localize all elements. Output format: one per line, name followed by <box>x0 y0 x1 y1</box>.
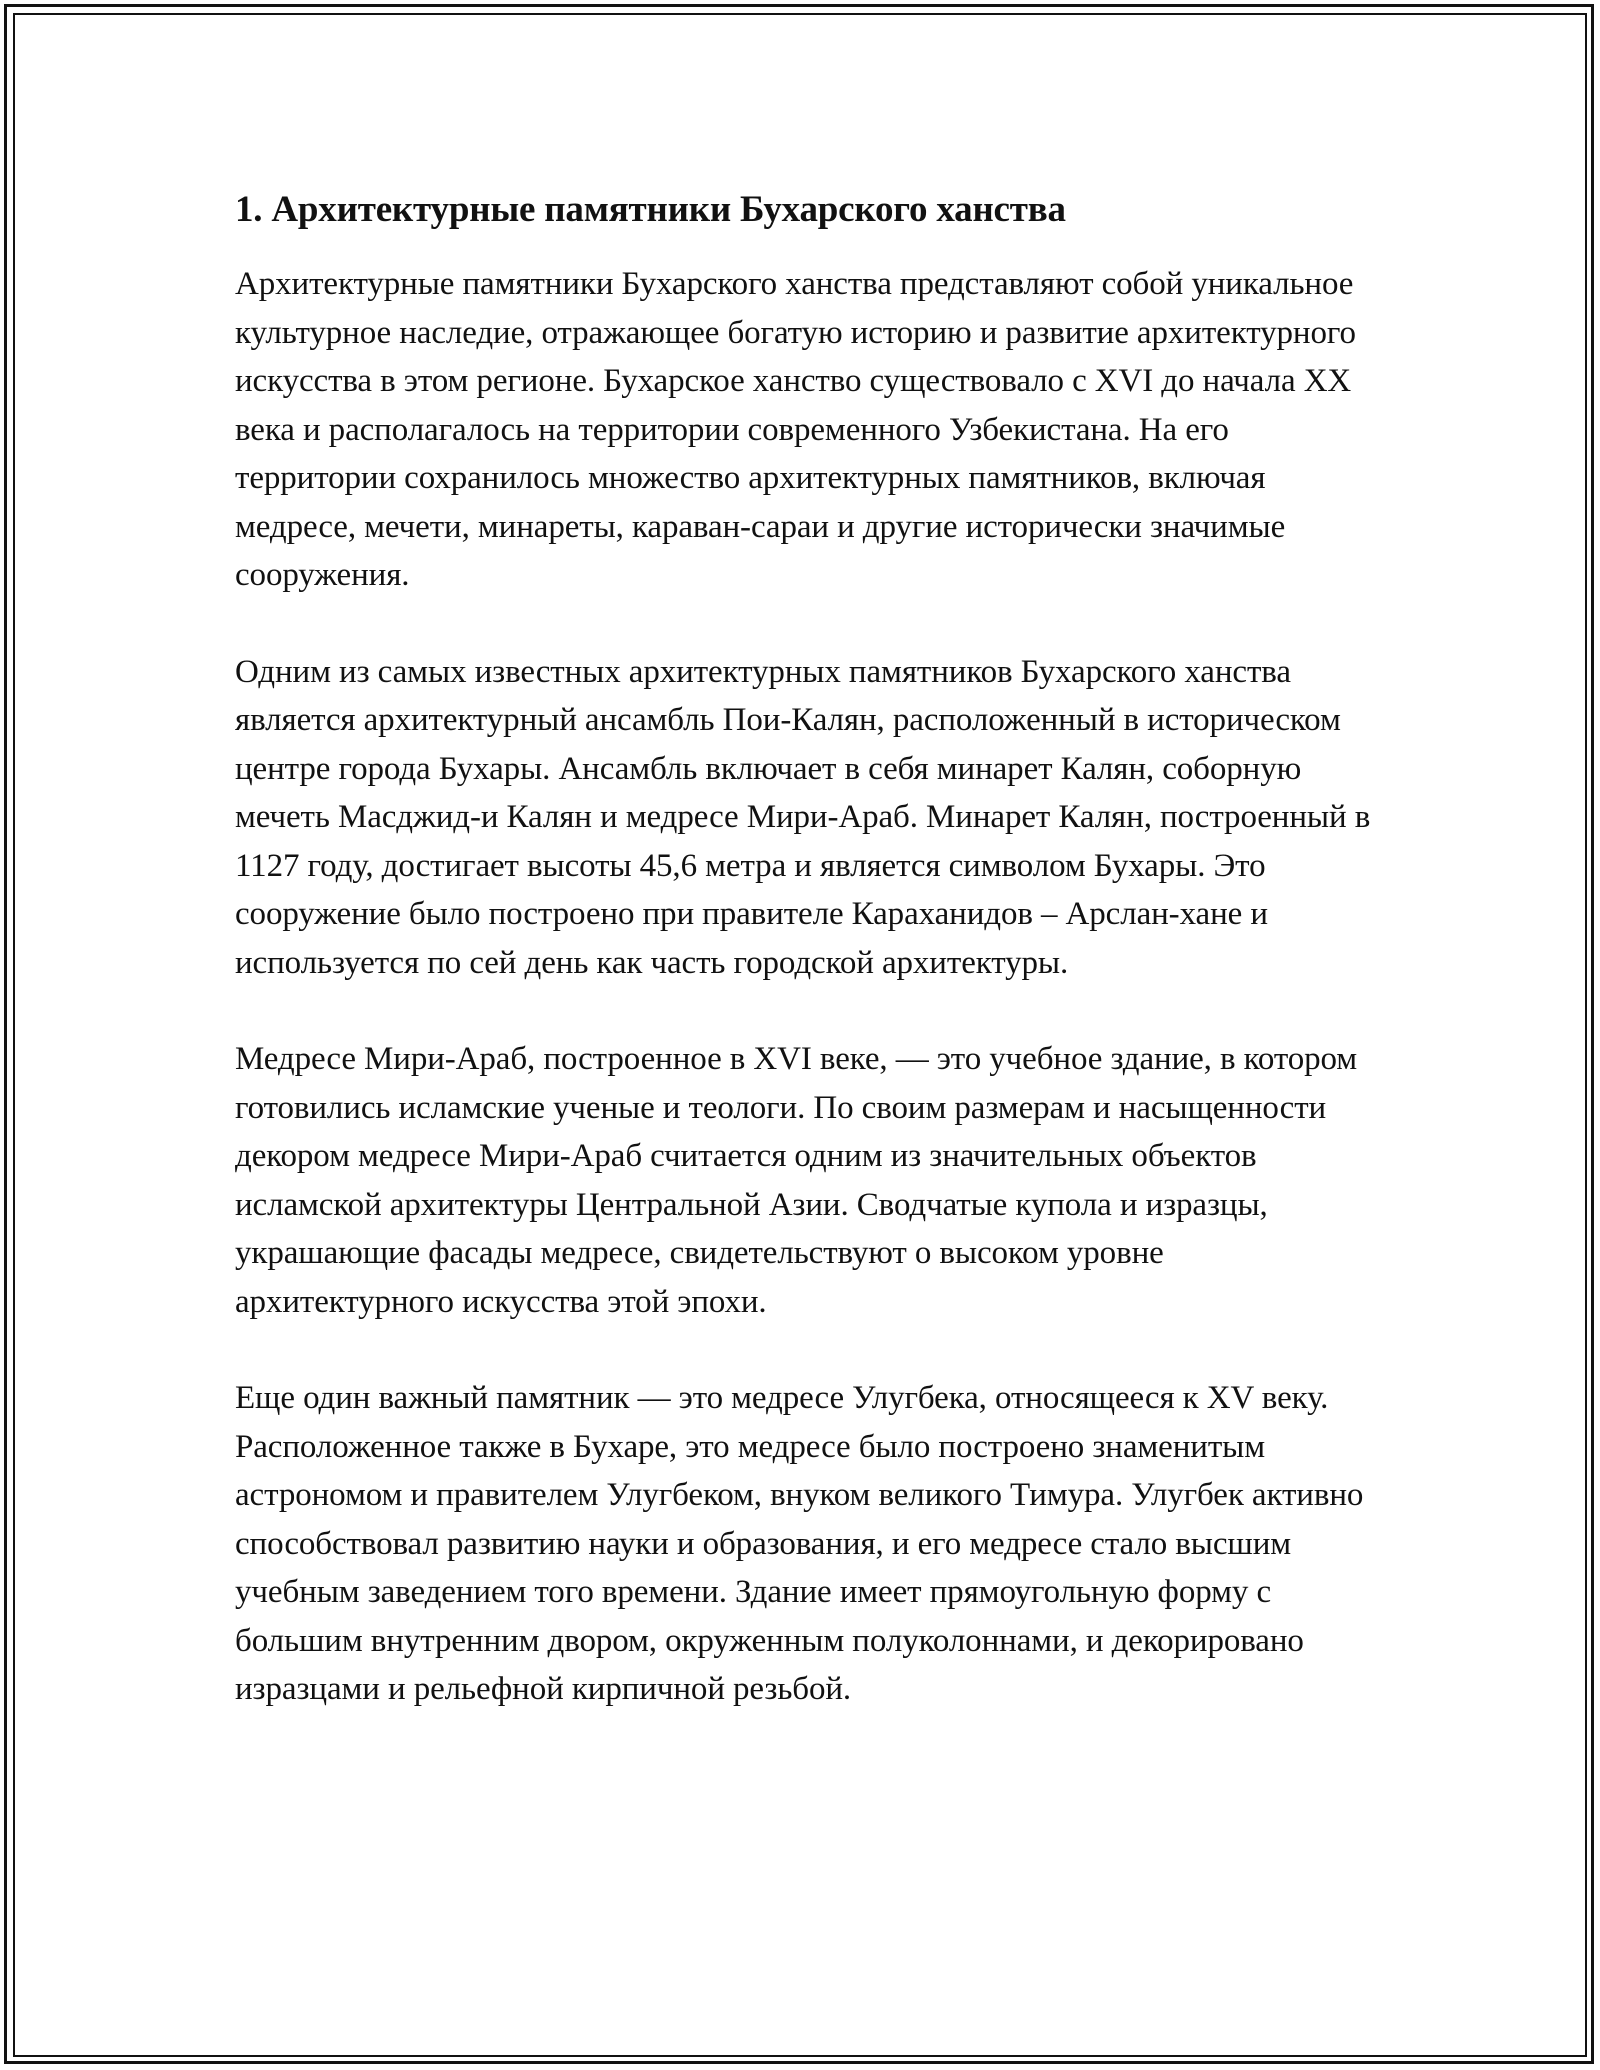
section-heading: 1. Архитектурные памятники Бухарского ханства <box>235 189 1066 230</box>
paragraph-ulugbek: Еще один важный памятник — это медресе Улугбека, относящееся к XV веку. Расположенное также в Бухаре, это медресе было построено знаменитым астрономом и правителем Улугбеком, внуком великого Тимура. Улугбек активно способствовал развитию науки и образования, и его медресе стало высшим учебным заведением того времени. Здание имеет прямоугольную форму с большим внутренним двором, окруженным полуколоннами, и декорировано изразцами и рельефной кирпичной резьбой. <box>235 1380 1364 1707</box>
document-body <box>235 186 1375 1762</box>
paragraph-intro: Архитектурные памятники Бухарского ханства представляют собой уникальное культурное наследие, отражающее богатую историю и развитие архитектурного искусства в этом регионе. Бухарское ханство существовало с XVI до начала XX века и располагалось на территории современного Узбекистана. На его территории сохранилось множество архитектурных памятников, включая медресе, мечети, минареты, караван-сараи и другие исторически значимые сооружения. <box>235 266 1356 593</box>
paragraph-miri-arab: Медресе Мири-Араб, построенное в XVI веке, — это учебное здание, в котором готовились исламские ученые и теологи. По своим размерам и насыщенности декором медресе Мири-Араб считается одним из значительных объектов исламской архитектуры Центральной Азии. Сводчатые купола и изразцы, украшающие фасады медресе, свидетельствуют о высоком уровне архитектурного искусства этой эпохи. <box>235 1041 1358 1320</box>
paragraph-poi-kalyan: Одним из самых известных архитектурных памятников Бухарского ханства является архитектурный ансамбль Пои-Калян, расположенный в историческом центре города Бухары. Ансамбль включает в себя минарет Калян, соборную мечеть Масджид-и Калян и медресе Мири-Араб. Минарет Калян, построенный в 1127 году, достигает высоты 45,6 метра и является символом Бухары. Это сооружение было построено при правителе Караханидов – Арслан-хане и используется по сей день как часть городской архитектуры. <box>235 653 1371 981</box>
